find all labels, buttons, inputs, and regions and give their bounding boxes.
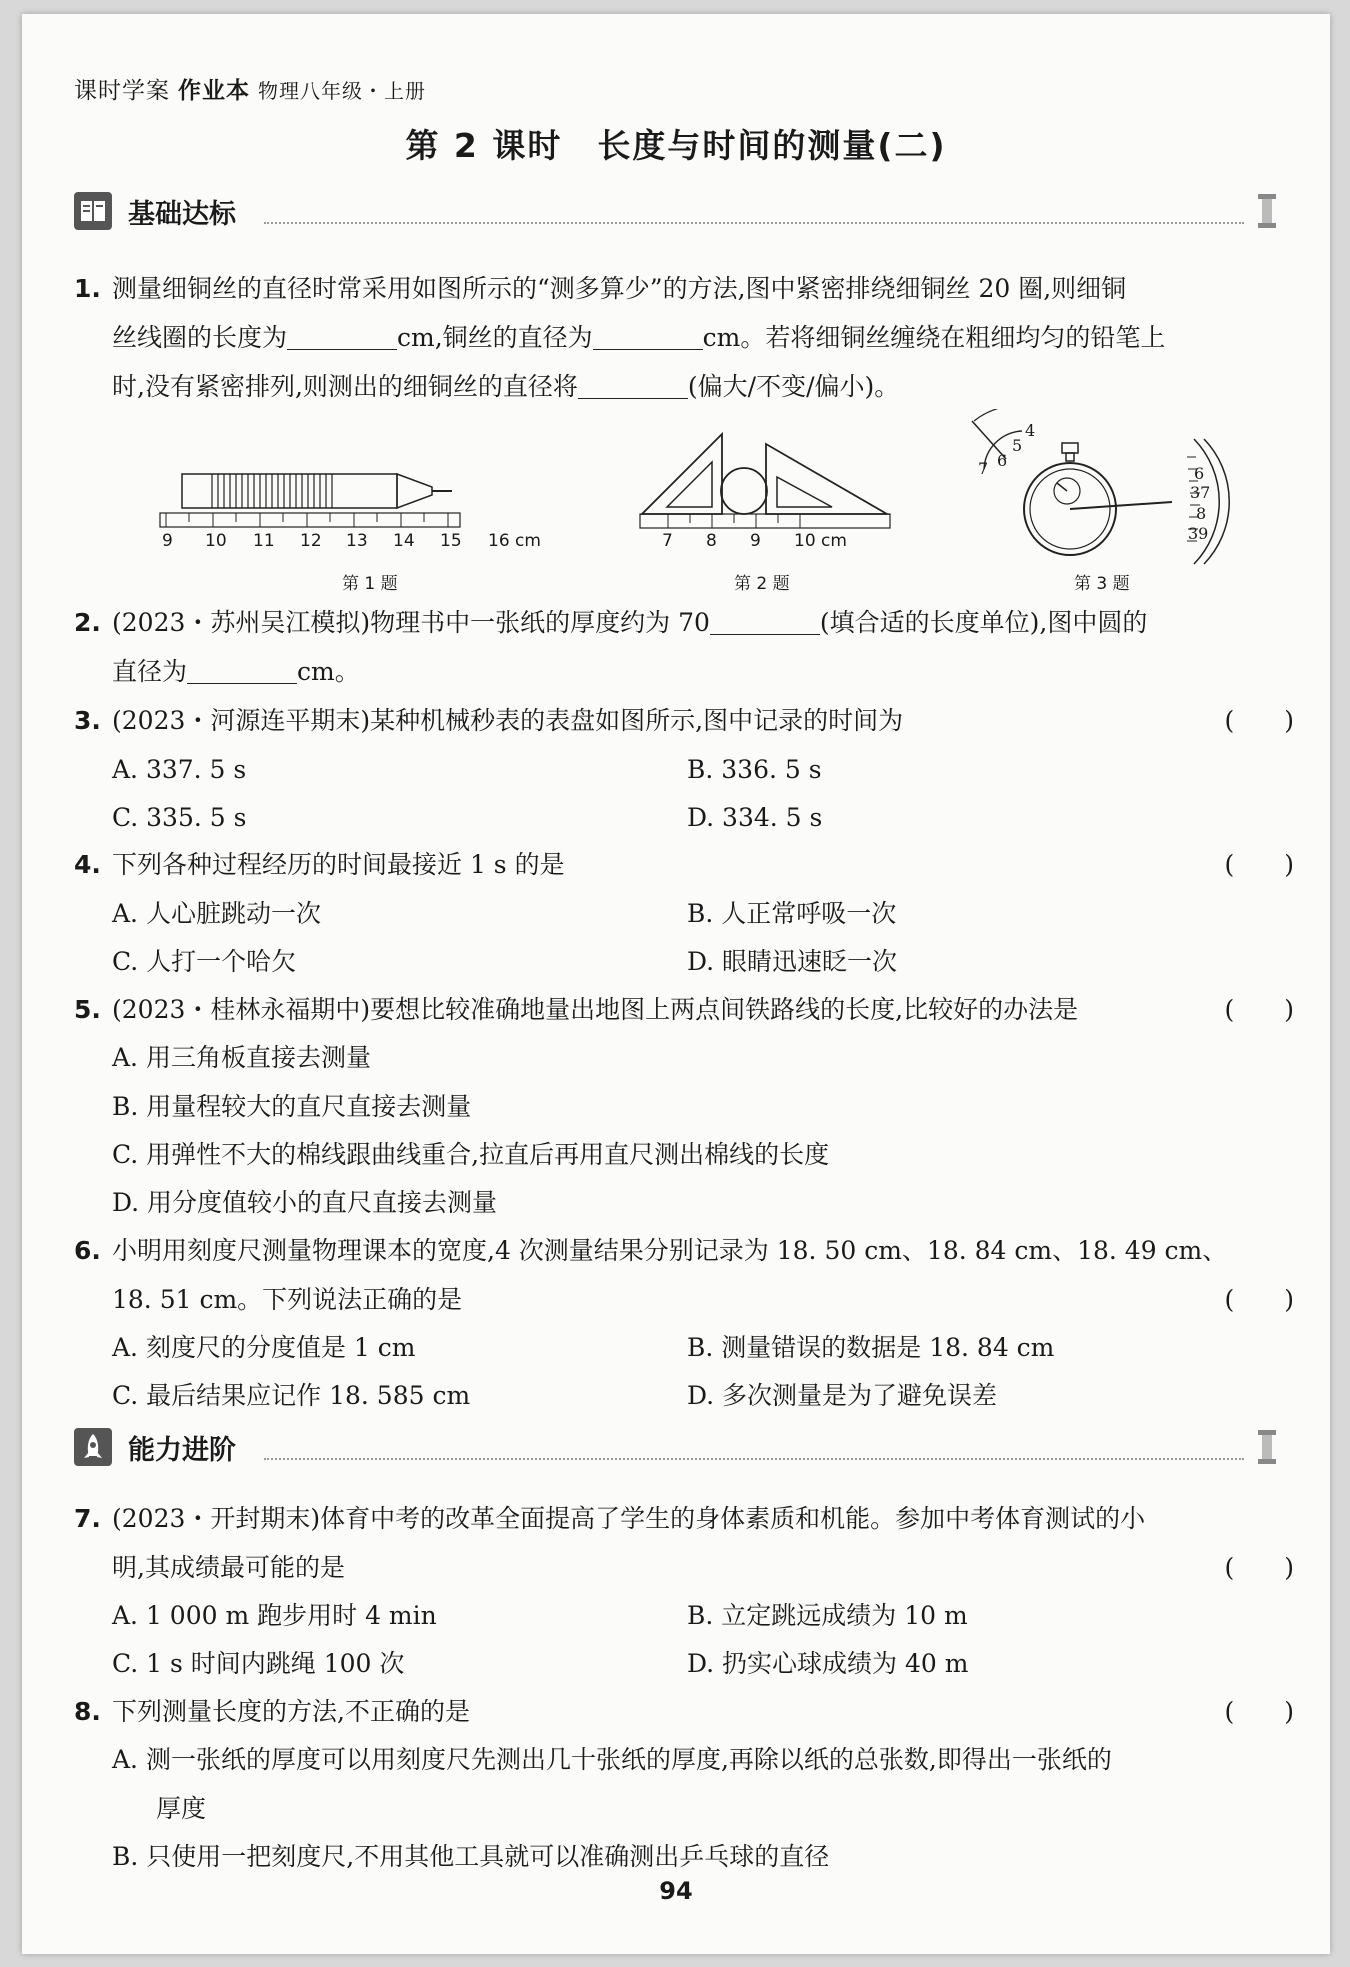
q2-text: (填合适的长度单位),图中圆的 <box>819 608 1148 637</box>
q7-line1: (2023・开封期末)体育中考的改革全面提高了学生的身体素质和机能。参加中考体育测试的小 <box>112 1504 1146 1533</box>
option-a: A. 人心脏跳动一次 <box>112 899 321 928</box>
option-c: C. 1 s 时间内跳绳 100 次 <box>112 1649 405 1678</box>
tick-label: 16 cm <box>488 531 541 551</box>
tick-label: 14 <box>393 531 415 551</box>
question-3 <box>74 696 1294 745</box>
option-a: A. 用三角板直接去测量 <box>112 1043 371 1072</box>
tick-label: 7 <box>662 531 673 551</box>
answer-blank[interactable] <box>287 319 397 350</box>
option-b: B. 用量程较大的直尺直接去测量 <box>112 1092 472 1121</box>
question-2 <box>74 598 1294 696</box>
option-d: D. 扔实心球成绩为 40 m <box>687 1649 969 1678</box>
q2-text: (2023・苏州吴江模拟)物理书中一张纸的厚度约为 70 <box>112 608 710 637</box>
figure-3-caption: 第 3 题 <box>1074 574 1130 594</box>
q1-text: (偏大/不变/偏小)。 <box>687 372 900 401</box>
q1-text: 丝线圈的长度为 <box>112 323 288 352</box>
question-1 <box>74 264 1294 411</box>
answer-blank[interactable] <box>578 368 688 399</box>
rocket-icon <box>74 1428 112 1466</box>
answer-parentheses[interactable]: ( ) <box>1224 1285 1294 1314</box>
figures-row <box>22 409 1330 599</box>
spool-icon <box>1258 194 1276 228</box>
header-subject: 物理八年级・上册 <box>258 79 426 103</box>
section-advanced <box>74 1426 1284 1470</box>
workbook-page <box>22 14 1330 1954</box>
section-divider <box>264 1458 1244 1460</box>
option-c: C. 人打一个哈欠 <box>112 947 297 976</box>
tick-label: 15 <box>440 531 462 551</box>
small-dial-label: 6 <box>997 451 1008 470</box>
question-6 <box>74 1226 1294 1324</box>
q6-line1: 小明用刻度尺测量物理课本的宽度,4 次测量结果分别记录为 18. 50 cm、18. 84 cm、18. 49 cm、 <box>112 1236 1228 1265</box>
small-dial-label: 7 <box>978 459 989 478</box>
q1-text: cm。若将细铜丝缠绕在粗细均匀的铅笔上 <box>702 323 1166 352</box>
option-b: B. 只使用一把刻度尺,不用其他工具就可以准确测出乒乓球的直径 <box>112 1842 830 1871</box>
figure-1-caption: 第 1 题 <box>342 574 398 594</box>
option-c: C. 用弹性不大的棉线跟曲线重合,拉直后再用直尺测出棉线的长度 <box>112 1140 830 1169</box>
answer-parentheses[interactable]: ( ) <box>1224 1553 1294 1582</box>
small-dial-label: 5 <box>1012 436 1023 455</box>
question-8 <box>74 1687 1294 1736</box>
q3-text: (2023・河源连平期末)某种机械秒表的表盘如图所示,图中记录的时间为 <box>112 706 904 735</box>
tick-label: 10 <box>205 531 227 551</box>
tick-label: 11 <box>253 531 275 551</box>
question-5 <box>74 985 1294 1034</box>
tick-label: 8 <box>706 531 717 551</box>
option-a: A. 测一张纸的厚度可以用刻度尺先测出几十张纸的厚度,再除以纸的总张数,即得出一张纸的 <box>112 1745 1112 1774</box>
answer-blank[interactable] <box>710 604 820 635</box>
answer-parentheses[interactable]: ( ) <box>1224 850 1294 879</box>
q8-text: 下列测量长度的方法,不正确的是 <box>112 1697 470 1726</box>
q2-text: 直径为 <box>112 657 188 686</box>
question-4 <box>74 840 1294 889</box>
answer-parentheses[interactable]: ( ) <box>1224 995 1294 1024</box>
question-number: 8. <box>74 1697 101 1726</box>
figure-2-caption: 第 2 题 <box>734 574 790 594</box>
option-d: D. 多次测量是为了避免误差 <box>687 1381 998 1410</box>
section-advanced-label: 能力进阶 <box>128 1435 236 1466</box>
option-a: A. 337. 5 s <box>112 755 247 784</box>
tick-label: 10 cm <box>794 531 847 551</box>
spool-icon <box>1258 1430 1276 1464</box>
question-number: 5. <box>74 995 101 1024</box>
option-c: C. 335. 5 s <box>112 803 247 832</box>
header-series: 课时学案 <box>74 78 170 104</box>
scale-label: 39 <box>1188 524 1209 543</box>
option-b: B. 测量错误的数据是 18. 84 cm <box>687 1333 1055 1362</box>
answer-parentheses[interactable]: ( ) <box>1224 1697 1294 1726</box>
option-d: D. 334. 5 s <box>687 803 823 832</box>
q2-text: cm。 <box>297 657 360 686</box>
tick-label: 9 <box>162 531 173 551</box>
answer-blank[interactable] <box>187 653 297 684</box>
option-a: A. 刻度尺的分度值是 1 cm <box>112 1333 416 1362</box>
option-b: B. 人正常呼吸一次 <box>687 899 897 928</box>
q6-line2: 18. 51 cm。下列说法正确的是 <box>112 1285 463 1314</box>
tick-label: 9 <box>750 531 761 551</box>
option-a-continued: 厚度 <box>156 1794 207 1823</box>
q1-line1: 测量细铜丝的直径时常采用如图所示的“测多算少”的方法,图中紧密排绕细铜丝 20 圈,则细铜 <box>112 274 1127 303</box>
question-number: 6. <box>74 1236 101 1265</box>
option-b: B. 336. 5 s <box>687 755 822 784</box>
answer-blank[interactable] <box>593 319 703 350</box>
question-number: 4. <box>74 850 101 879</box>
answer-parentheses[interactable]: ( ) <box>1224 706 1294 735</box>
question-number: 1. <box>74 274 101 303</box>
page-header <box>74 72 426 105</box>
section-basic-label: 基础达标 <box>128 199 236 230</box>
q7-line2: 明,其成绩最可能的是 <box>112 1553 345 1582</box>
question-7 <box>74 1494 1294 1592</box>
page-number: 94 <box>659 1877 693 1905</box>
q1-text: 时,没有紧密排列,则测出的细铜丝的直径将 <box>112 372 578 401</box>
question-number: 3. <box>74 706 101 735</box>
option-c: C. 最后结果应记作 18. 585 cm <box>112 1381 471 1410</box>
question-number: 2. <box>74 608 101 637</box>
scale-label: 37 <box>1190 483 1211 502</box>
scale-label: 8 <box>1196 504 1207 523</box>
q1-text: cm,铜丝的直径为 <box>397 323 593 352</box>
section-divider <box>264 222 1244 224</box>
section-basic <box>74 190 1284 234</box>
header-book: 作业本 <box>178 78 250 104</box>
lesson-title: 第 2 课时 长度与时间的测量(二) <box>405 126 947 165</box>
option-d: D. 眼睛迅速眨一次 <box>687 947 898 976</box>
option-d: D. 用分度值较小的直尺直接去测量 <box>112 1188 498 1217</box>
q4-text: 下列各种过程经历的时间最接近 1 s 的是 <box>112 850 565 879</box>
scale-label: 6 <box>1194 464 1205 483</box>
tick-label: 13 <box>346 531 368 551</box>
option-b: B. 立定跳远成绩为 10 m <box>687 1601 968 1630</box>
figure-1-pencil-coil <box>152 469 572 579</box>
small-dial-label: 4 <box>1025 421 1036 440</box>
tick-label: 12 <box>300 531 322 551</box>
question-number: 7. <box>74 1504 101 1533</box>
q5-text: (2023・桂林永福期中)要想比较准确地量出地图上两点间铁路线的长度,比较好的办法是 <box>112 995 1079 1024</box>
book-icon <box>74 192 112 230</box>
option-a: A. 1 000 m 跑步用时 4 min <box>112 1601 437 1630</box>
